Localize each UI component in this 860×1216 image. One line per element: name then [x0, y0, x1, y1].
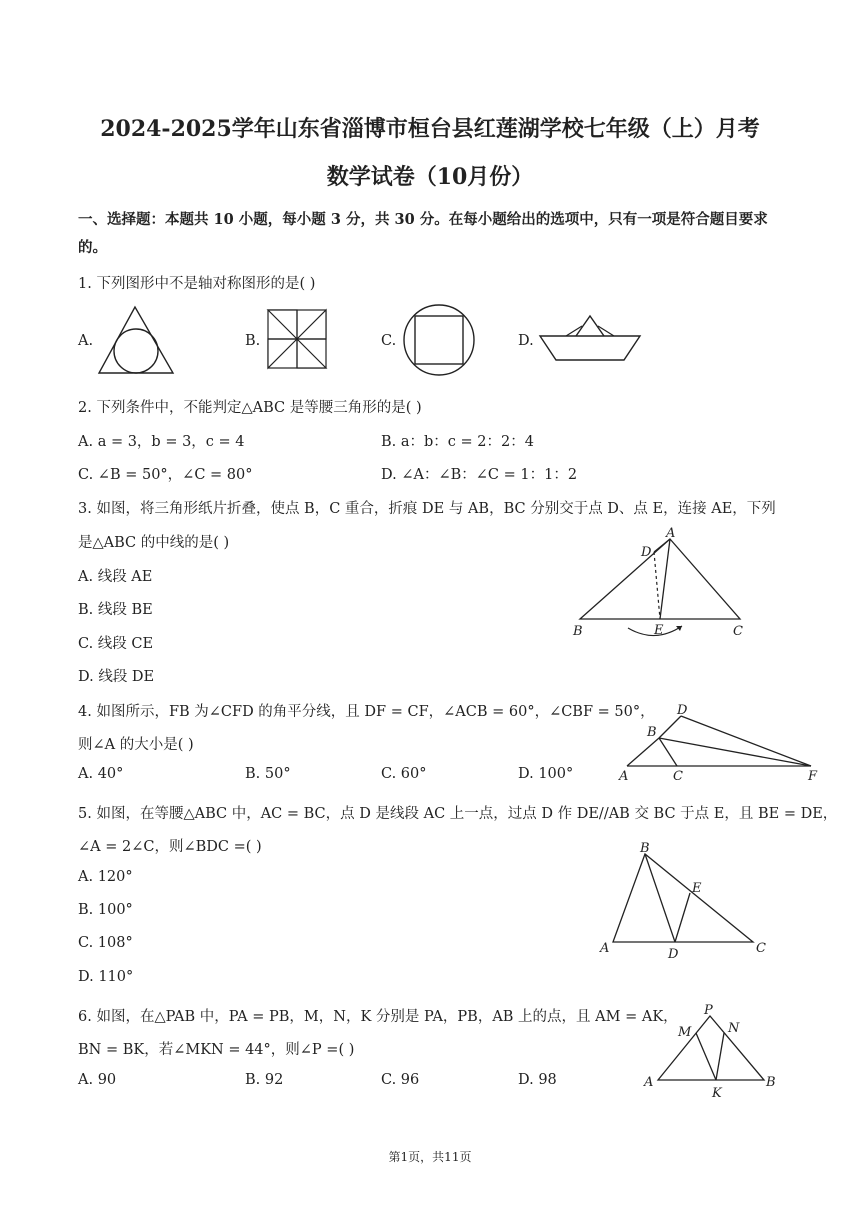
q4-label-d: D: [677, 703, 688, 718]
q4-option-c: C. 60°: [381, 766, 427, 782]
q4-option-d: D. 100°: [518, 766, 574, 782]
section-1-instructions-cont: 的。: [78, 239, 107, 256]
q5-option-b: B. 100°: [78, 902, 133, 918]
q3-option-d: D. 线段 DE: [78, 669, 155, 685]
q3-stem: 3. 如图，将三角形纸片折叠，使点 B，C 重合，折痕 DE 与 AB，BC 分别交于点 D、点 E，连接 AE，下列: [78, 501, 776, 517]
q5-label-b: B: [640, 841, 650, 856]
q3-label-e: E: [654, 623, 664, 638]
q4-label-f: F: [808, 769, 818, 784]
q5-stem-cont: ∠A = 2∠C，则∠BDC =( ): [78, 839, 262, 855]
q5-option-d: D. 110°: [78, 969, 134, 985]
q3-label-b: B: [573, 624, 583, 639]
q5-option-c: C. 108°: [78, 935, 133, 951]
q4-label-b: B: [647, 725, 657, 740]
title-line-2: 数学试卷（10月份）: [326, 164, 534, 190]
q4-figure: [615, 700, 825, 784]
q6-option-a: A. 90: [78, 1072, 117, 1088]
q3-figure: [570, 528, 755, 642]
q6-option-c: C. 96: [381, 1072, 420, 1088]
q5-label-e: E: [692, 881, 702, 896]
q6-label-m: M: [678, 1025, 692, 1040]
q2-option-a: A. a = 3，b = 3，c = 4: [78, 434, 245, 450]
q3-stem-cont: 是△ABC 的中线的是( ): [78, 535, 230, 551]
q4-label-c: C: [673, 769, 683, 784]
q4-label-a: A: [619, 769, 629, 784]
q5-stem: 5. 如图，在等腰△ABC 中，AC = BC，点 D 是线段 AC 上一点，过点 D 作 DE//AB 交 BC 于点 E，且 BE = DE，: [78, 806, 838, 822]
q6-stem: 6. 如图，在△PAB 中，PA = PB，M，N，K 分别是 PA，PB，AB 上的点，且 AM = AK，: [78, 1009, 678, 1025]
q2-option-c: C. ∠B = 50°，∠C = 80°: [78, 467, 253, 483]
q6-label-k: K: [712, 1086, 722, 1101]
q1-figure-b: [266, 308, 328, 370]
q3-option-a: A. 线段 AE: [78, 569, 153, 585]
q6-label-b: B: [766, 1075, 776, 1090]
q6-option-d: D. 98: [518, 1072, 557, 1088]
q6-label-p: P: [704, 1003, 713, 1018]
q1-option-a: A.: [78, 333, 94, 349]
q5-label-c: C: [756, 941, 766, 956]
q1-figure-d: [538, 314, 642, 364]
q1-option-d: D.: [518, 333, 534, 349]
q2-stem: 2. 下列条件中，不能判定△ABC 是等腰三角形的是( ): [78, 400, 422, 416]
q2-option-b: B. a：b：c = 2：2：4: [381, 434, 534, 450]
q1-stem: 1. 下列图形中不是轴对称图形的是( ): [78, 276, 316, 292]
q3-label-c: C: [733, 624, 743, 639]
q3-option-c: C. 线段 CE: [78, 636, 154, 652]
q4-stem: 4. 如图所示，FB 为∠CFD 的角平分线，且 DF = CF，∠ACB = 60°，∠CBF = 50°，: [78, 704, 655, 720]
q1-figure-a: [95, 303, 179, 379]
q6-figure: [640, 1000, 790, 1100]
q5-label-d: D: [668, 947, 679, 962]
q6-label-n: N: [728, 1021, 740, 1036]
q4-stem-cont: 则∠A 的大小是( ): [78, 737, 194, 753]
q6-option-b: B. 92: [245, 1072, 284, 1088]
section-1-instructions: 一、选择题：本题共 10 小题，每小题 3 分，共 30 分。在每小题给出的选项中，只有一项是符合题目要求: [78, 211, 768, 228]
q6-label-a: A: [644, 1075, 654, 1090]
q3-label-d: D: [641, 545, 652, 560]
q3-option-b: B. 线段 BE: [78, 602, 153, 618]
q1-option-b: B.: [245, 333, 261, 349]
q5-figure: [595, 838, 775, 966]
q2-option-d: D. ∠A：∠B：∠C = 1：1：2: [381, 467, 578, 483]
q1-option-c: C.: [381, 333, 397, 349]
q4-option-a: A. 40°: [78, 766, 124, 782]
q5-label-a: A: [600, 941, 610, 956]
page-footer: 第1页，共11页: [388, 1150, 472, 1164]
title-line-1: 2024-2025学年山东省淄博市桓台县红莲湖学校七年级（上）月考: [100, 116, 760, 142]
q6-stem-cont: BN = BK，若∠MKN = 44°，则∠P =( ): [78, 1042, 355, 1058]
q5-option-a: A. 120°: [78, 869, 133, 885]
q1-figure-c: [402, 303, 476, 377]
q3-label-a: A: [666, 526, 676, 541]
q4-option-b: B. 50°: [245, 766, 291, 782]
